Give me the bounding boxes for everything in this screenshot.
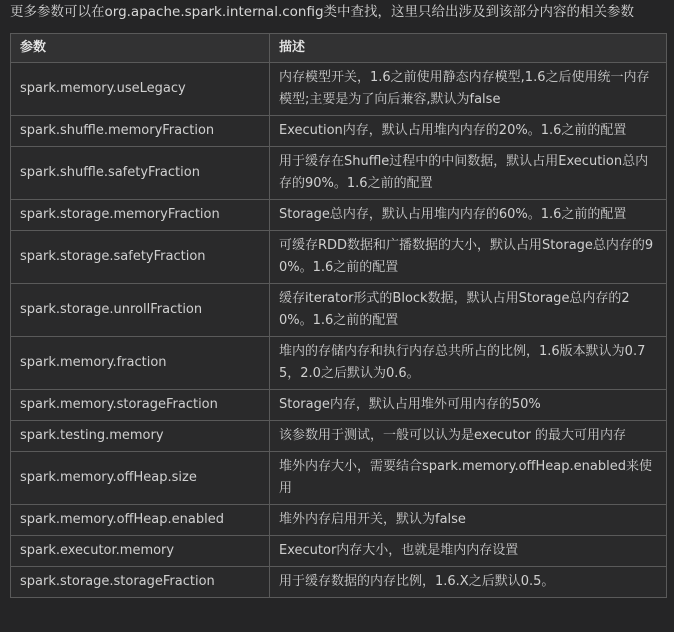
- param-description: 用于缓存在Shuffle过程中的中间数据，默认占用Execution总内存的90%。1.6之前的配置: [270, 147, 667, 200]
- table-row: [11, 452, 667, 505]
- param-name: spark.memory.storageFraction: [11, 390, 270, 421]
- param-description: Executor内存大小，也就是堆内内存设置: [270, 536, 667, 567]
- param-description: Storage总内存，默认占用堆内内存的60%。1.6之前的配置: [270, 200, 667, 231]
- param-name: spark.memory.fraction: [11, 337, 270, 390]
- param-name: spark.storage.storageFraction: [11, 567, 270, 598]
- table-header-row: [11, 34, 667, 63]
- param-name: spark.executor.memory: [11, 536, 270, 567]
- param-description: 堆外内存大小，需要结合spark.memory.offHeap.enabled来使用: [270, 452, 667, 505]
- intro-text: 更多参数可以在org.apache.spark.internal.config类中查找，这里只给出涉及到该部分内容的相关参数: [10, 4, 635, 20]
- header-description: 描述: [270, 34, 667, 63]
- param-name: spark.testing.memory: [11, 421, 270, 452]
- table-row: [11, 63, 667, 116]
- param-name: spark.storage.unrollFraction: [11, 284, 270, 337]
- param-description: 该参数用于测试，一般可以认为是executor 的最大可用内存: [270, 421, 667, 452]
- param-description: 缓存iterator形式的Block数据，默认占用Storage总内存的20%。1.6之前的配置: [270, 284, 667, 337]
- table-row: [11, 390, 667, 421]
- param-description: 堆外内存启用开关，默认为false: [270, 505, 667, 536]
- param-name: spark.storage.safetyFraction: [11, 231, 270, 284]
- table-row: [11, 231, 667, 284]
- param-name: spark.shuffle.safetyFraction: [11, 147, 270, 200]
- param-name: spark.storage.memoryFraction: [11, 200, 270, 231]
- table-row: [11, 567, 667, 598]
- param-description: 可缓存RDD数据和广播数据的大小，默认占用Storage总内存的90%。1.6之前的配置: [270, 231, 667, 284]
- table-row: [11, 505, 667, 536]
- param-description: 内存模型开关，1.6之前使用静态内存模型,1.6之后使用统一内存模型;主要是为了向后兼容,默认为false: [270, 63, 667, 116]
- param-description: 用于缓存数据的内存比例，1.6.X之后默认0.5。: [270, 567, 667, 598]
- header-param: 参数: [11, 34, 270, 63]
- param-description: Storage内存，默认占用堆外可用内存的50%: [270, 390, 667, 421]
- param-name: spark.shuffle.memoryFraction: [11, 116, 270, 147]
- param-description: 堆内的存储内存和执行内存总共所占的比例，1.6版本默认为0.75，2.0之后默认为0.6。: [270, 337, 667, 390]
- table-row: [11, 116, 667, 147]
- table-row: [11, 147, 667, 200]
- param-name: spark.memory.useLegacy: [11, 63, 270, 116]
- param-name: spark.memory.offHeap.enabled: [11, 505, 270, 536]
- table-row: [11, 284, 667, 337]
- param-name: spark.memory.offHeap.size: [11, 452, 270, 505]
- param-description: Execution内存，默认占用堆内内存的20%。1.6之前的配置: [270, 116, 667, 147]
- table-row: [11, 536, 667, 567]
- table-row: [11, 421, 667, 452]
- table-row: [11, 200, 667, 231]
- table-row: [11, 337, 667, 390]
- config-params-table: [10, 33, 667, 598]
